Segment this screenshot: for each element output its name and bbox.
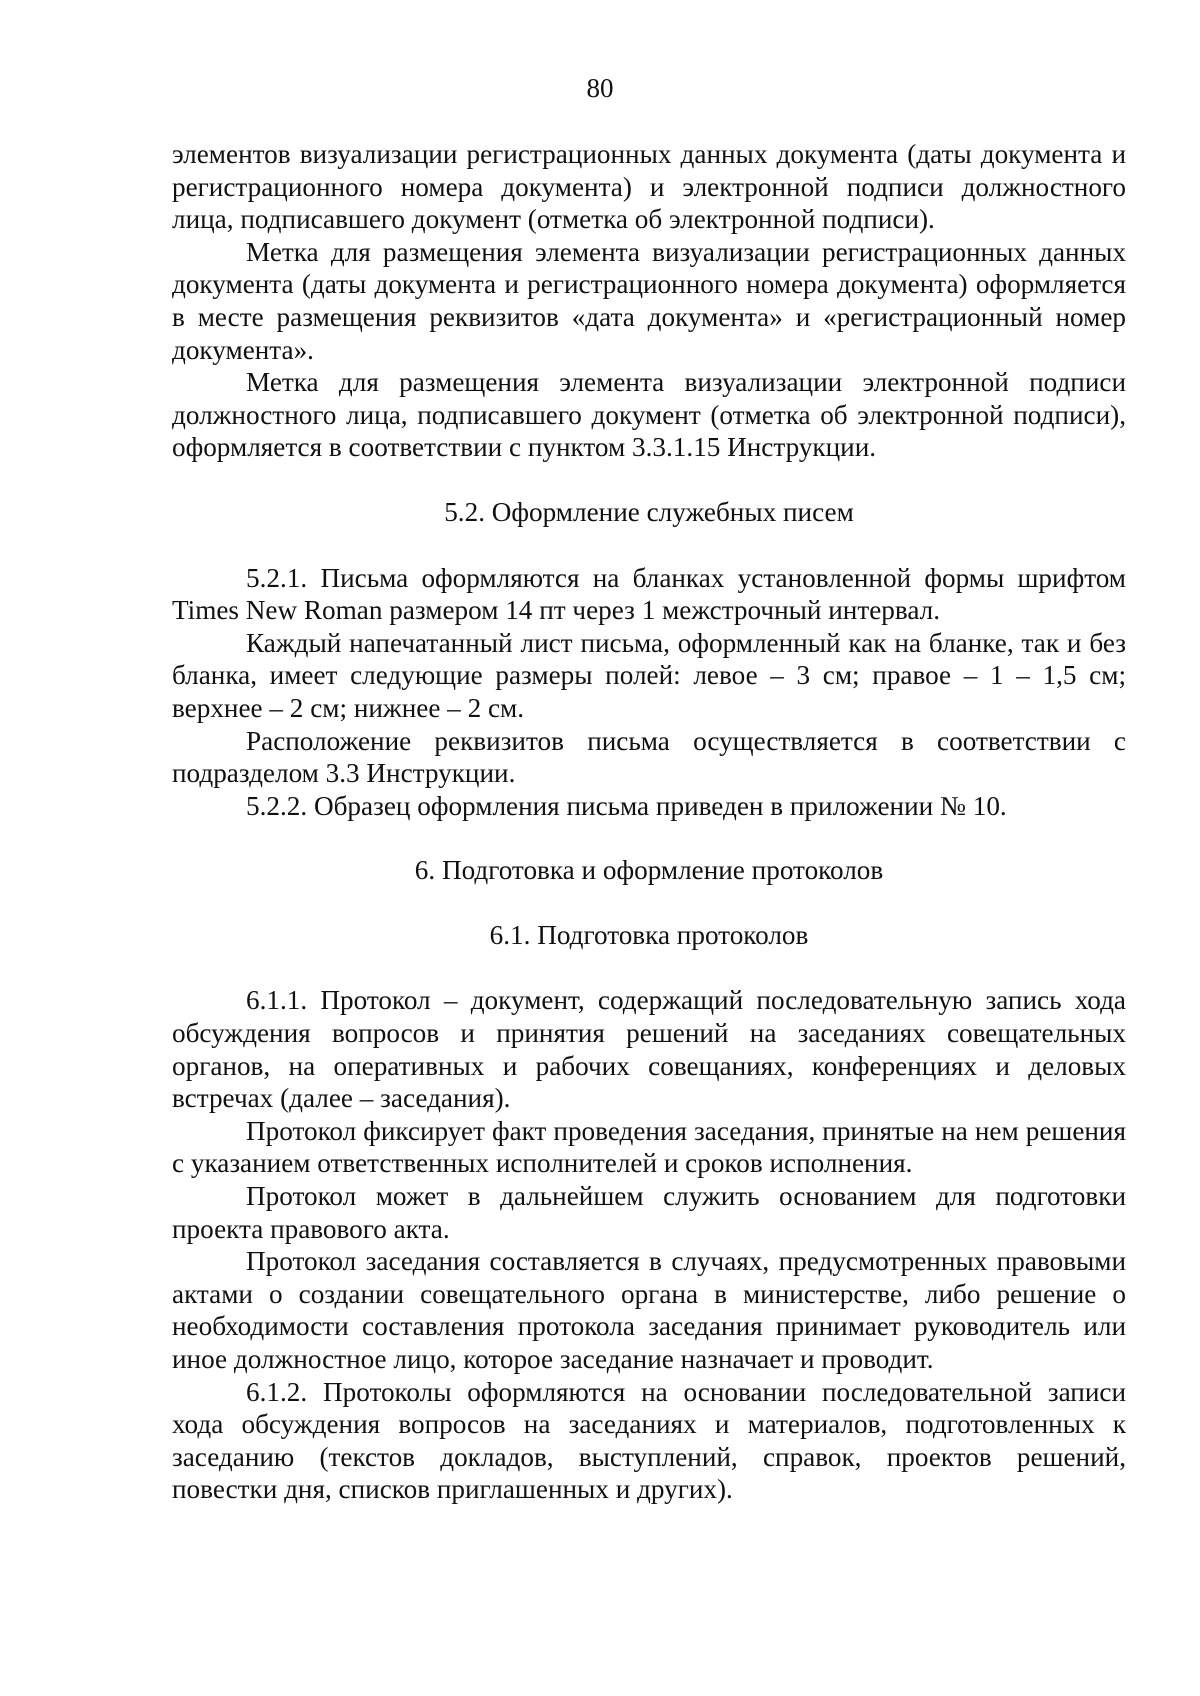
spacer [172,822,1126,854]
paragraph-continued: элементов визуализации регистрационных данных документа (даты документа и регистрационного номера документа) и электронной подписи должностного лица, подписавшего документ (отметка об электронной подписи). [172,139,1126,235]
paragraph: 6.1.2. Протоколы оформляются на основании последовательной записи хода обсуждения вопросов на заседаниях и материалов, подготовленных к заседанию (текстов докладов, выступлений, справок, проектов решений, повестки дня, списков приглашенных и других). [172,1376,1126,1505]
paragraph: Метка для размещения элемента визуализации электронной подписи должностного лица, подписавшего документ (отметка об электронной подписи), оформляется в соответствии с пунктом 3.3.1.15 Инструкции. [172,367,1126,463]
paragraph: Протокол может в дальнейшем служить основанием для подготовки проекта правового акта. [172,1181,1126,1244]
page-number: 80 [586,73,614,103]
document-body [172,138,1126,1506]
paragraph: 5.2.1. Письма оформляются на бланках установленной формы шрифтом Times New Roman размером 14 пт через 1 межстрочный интервал. [172,562,1126,626]
spacer [172,887,1126,919]
paragraph: Протокол фиксирует факт проведения заседания, принятые на нем решения с указанием ответственных исполнителей и сроков исполнения. [172,1115,1126,1179]
spacer [172,464,1126,496]
paragraph: 6.1.1. Протокол – документ, содержащий последовательную запись хода обсуждения вопросов и принятия решений на заседаниях совещательных органов, на оперативных и рабочих совещаниях, конференциях и деловых встречах (далее – заседания). [172,985,1126,1114]
section-heading-5-2: 5.2. Оформление служебных писем [444,496,854,527]
paragraph: Каждый напечатанный лист письма, оформленный как на бланке, так и без бланка, имеет следующие размеры полей: левое – 3 см; правое – 1 – 1,5 см; верхнее – 2 см; нижнее – 2 см. [172,627,1126,723]
spacer [172,529,1126,562]
paragraph: Расположение реквизитов письма осуществляется в соответствии с подразделом 3.3 Инструкции. [172,725,1126,789]
paragraph: 5.2.2. Образец оформления письма приведен в приложении № 10. [246,790,1007,821]
paragraph: Протокол заседания составляется в случаях, предусмотренных правовыми актами о создании совещательного органа в министерстве, либо решение о необходимости составления протокола заседания принимает руководитель или иное должностное лицо, которое заседание назначает и проводит. [172,1246,1126,1374]
spacer [172,951,1126,984]
section-heading-6: 6. Подготовка и оформление протоколов [414,855,884,886]
subsection-heading-6-1: 6.1. Подготовка протоколов [489,919,809,950]
paragraph: Метка для размещения элемента визуализации регистрационных данных документа (даты документа и регистрационного номера документа) оформляется в месте размещения реквизитов «дата документа» и «регистрационный номер документа». [172,236,1126,365]
